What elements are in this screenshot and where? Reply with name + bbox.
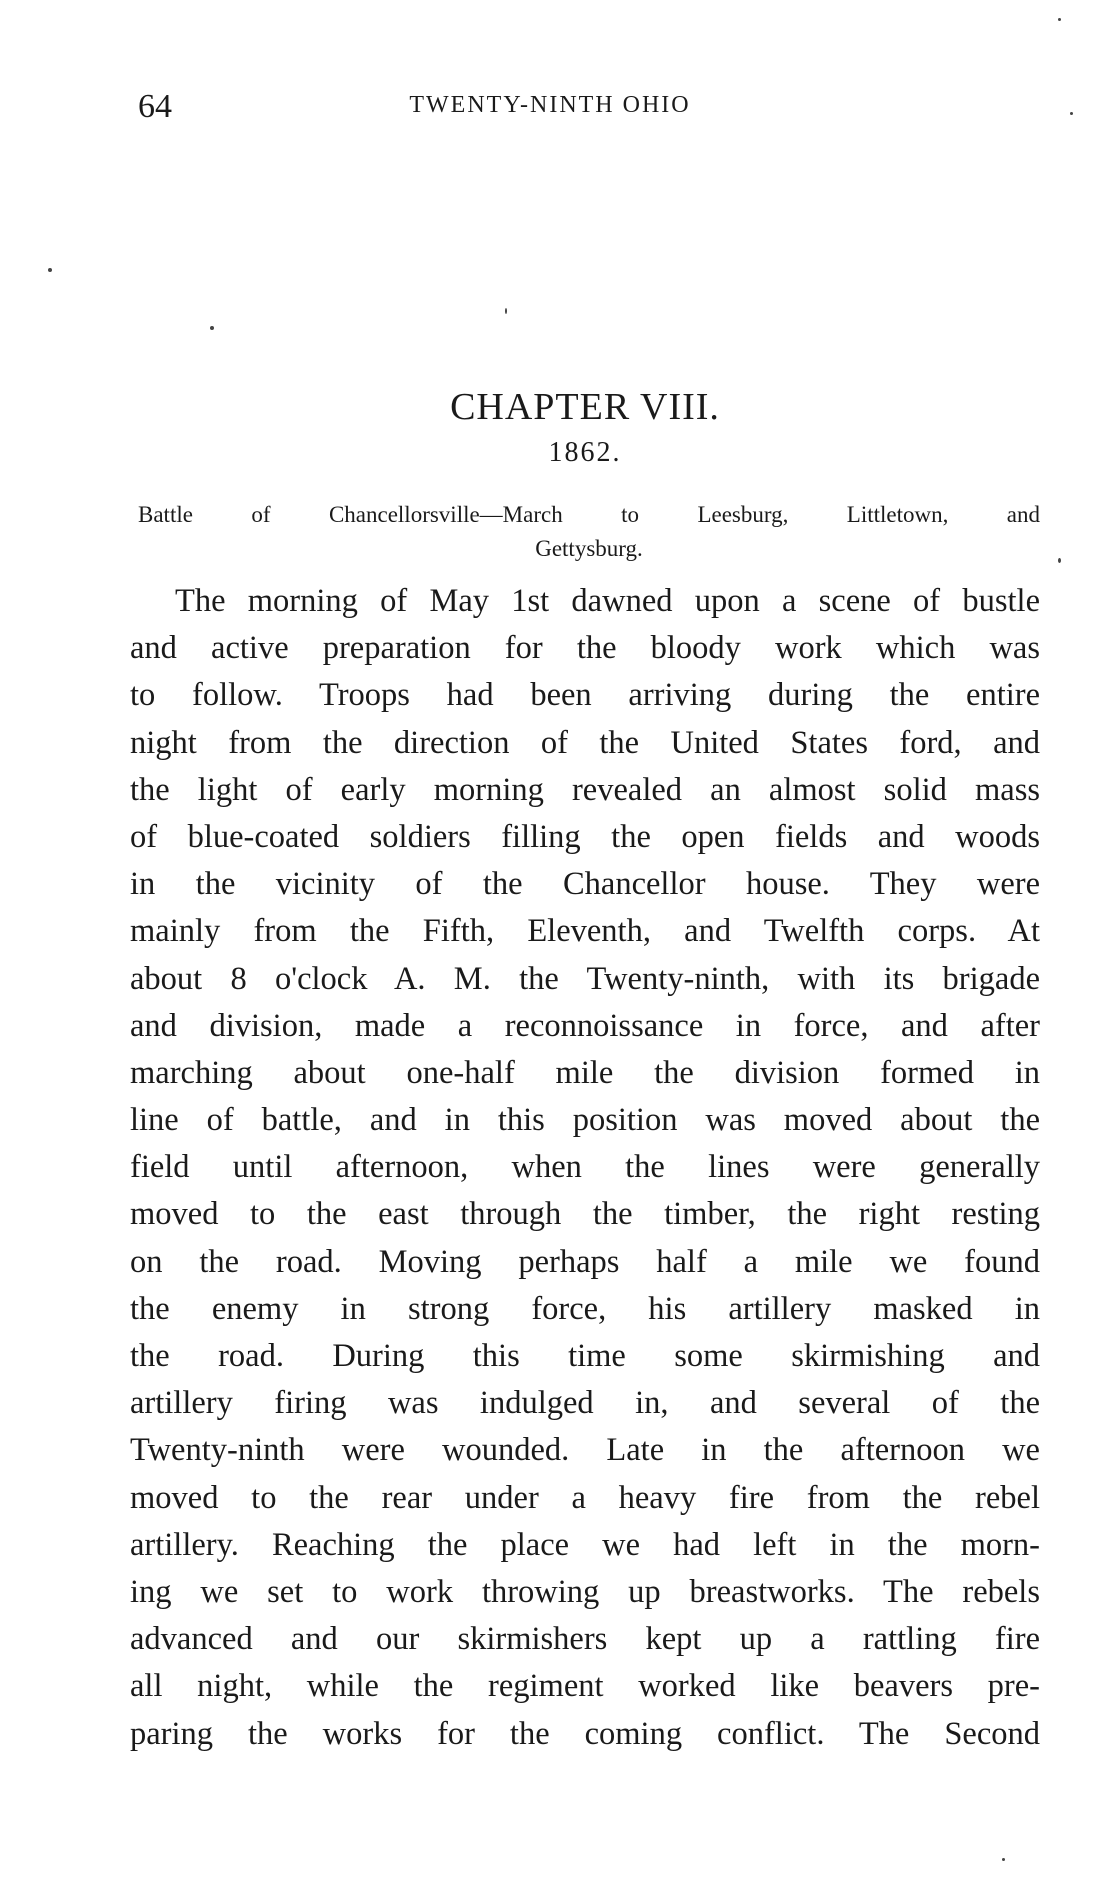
summary-line: Gettysburg. bbox=[535, 536, 643, 561]
scan-speck bbox=[1002, 1858, 1005, 1861]
text-line: of blue-coated soldiers filling the open fields and woods bbox=[130, 818, 1040, 855]
text-line: and division, made a reconnoissance in force, and after bbox=[130, 1007, 1040, 1044]
text-line: on the road. Moving perhaps half a mile we found bbox=[130, 1243, 1040, 1280]
text-line: ing we set to work throwing up breastworks. The rebels bbox=[130, 1573, 1040, 1610]
text-line: moved to the rear under a heavy fire from the rebel bbox=[130, 1479, 1040, 1516]
text-line: mainly from the Fifth, Eleventh, and Twelfth corps. At bbox=[130, 913, 1040, 950]
text-line: paring the works for the coming conflict. The Second bbox=[130, 1715, 1040, 1752]
text-line: The morning of May 1st dawned upon a scene of bustle bbox=[175, 583, 1040, 619]
scan-speck bbox=[505, 308, 507, 314]
text-line: artillery. Reaching the place we had left in the morn- bbox=[130, 1526, 1040, 1563]
chapter-summary bbox=[138, 498, 1040, 566]
running-title: TWENTY-NINTH OHIO bbox=[409, 92, 691, 118]
text-line: in the vicinity of the Chancellor house. They were bbox=[130, 866, 1040, 903]
scan-speck bbox=[1070, 112, 1073, 115]
text-line: marching about one-half mile the division formed in bbox=[130, 1054, 1040, 1091]
running-head bbox=[0, 70, 1100, 130]
text-line: night from the direction of the United States ford, and bbox=[130, 724, 1040, 761]
chapter-heading bbox=[130, 385, 1040, 469]
text-line: line of battle, and in this position was moved about the bbox=[130, 1102, 1040, 1139]
summary-line: Battle of Chancellorsville—March to Leesburg, Littletown, and bbox=[138, 502, 1040, 527]
chapter-year: 1862. bbox=[548, 437, 622, 468]
page-number: 64 bbox=[138, 88, 172, 125]
chapter-title: CHAPTER VIII. bbox=[450, 386, 720, 428]
body-text bbox=[130, 578, 1040, 1758]
scan-speck bbox=[210, 326, 214, 330]
text-line: to follow. Troops had been arriving during the entire bbox=[130, 677, 1040, 714]
text-line: the enemy in strong force, his artillery masked in bbox=[130, 1290, 1040, 1327]
text-line: artillery firing was indulged in, and several of the bbox=[130, 1385, 1040, 1422]
text-line: all night, while the regiment worked like beavers pre- bbox=[130, 1668, 1040, 1705]
text-line: the road. During this time some skirmishing and bbox=[130, 1338, 1040, 1374]
scan-speck bbox=[1058, 18, 1061, 21]
text-line: and active preparation for the bloody work which was bbox=[130, 630, 1040, 667]
text-line: about 8 o'clock A. M. the Twenty-ninth, with its brigade bbox=[130, 960, 1040, 997]
text-line: advanced and our skirmishers kept up a rattling fire bbox=[130, 1621, 1040, 1658]
text-line: Twenty-ninth were wounded. Late in the afternoon we bbox=[130, 1432, 1040, 1469]
text-line: moved to the east through the timber, the right resting bbox=[130, 1196, 1040, 1233]
scan-speck bbox=[48, 268, 52, 272]
text-line: the light of early morning revealed an almost solid mass bbox=[130, 771, 1040, 808]
text-line: field until afternoon, when the lines were generally bbox=[130, 1149, 1040, 1186]
scan-speck bbox=[1058, 558, 1061, 563]
